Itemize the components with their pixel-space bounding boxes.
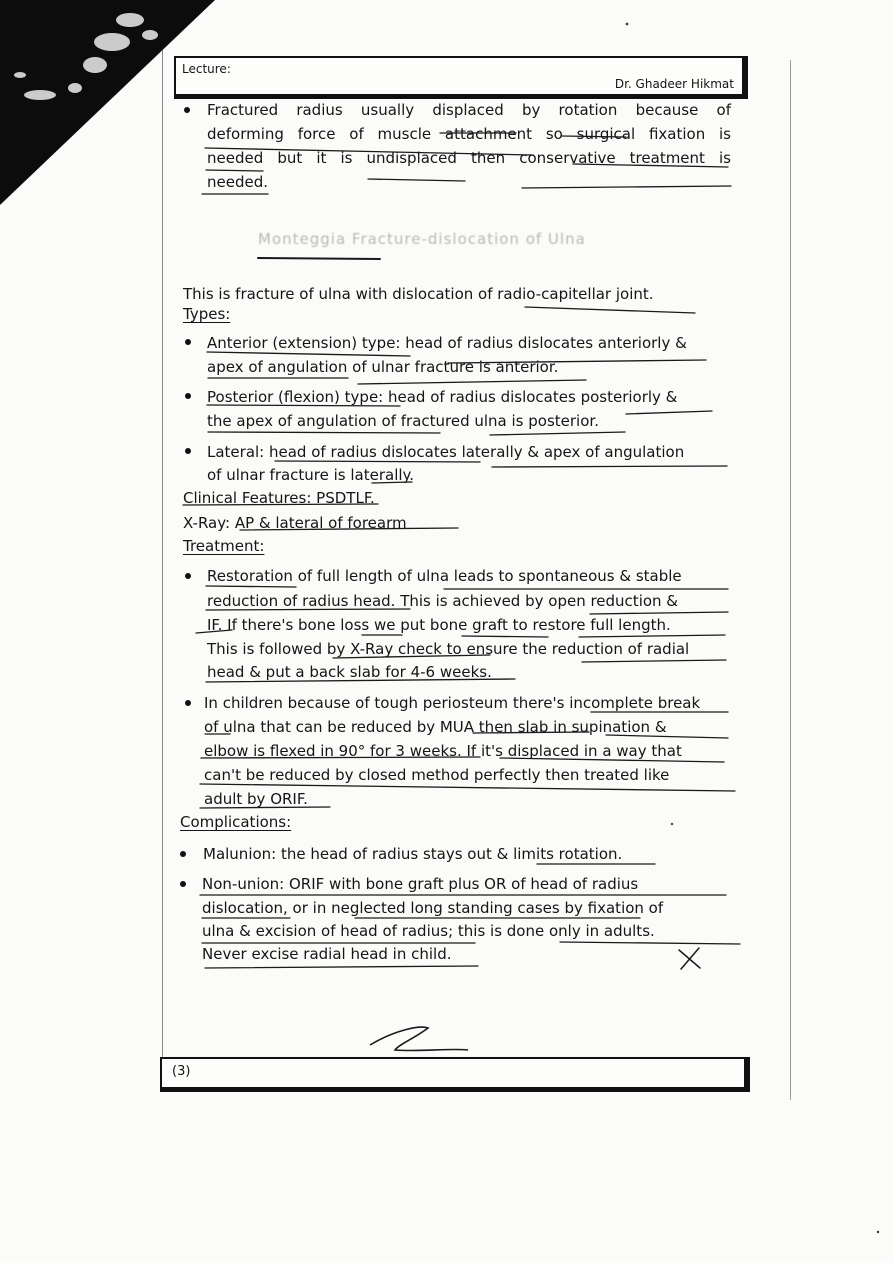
type-line: the apex of angulation of fractured ulna is posterior.	[207, 412, 599, 430]
type-line: Posterior (flexion) type: head of radius dislocates posteriorly &	[207, 388, 678, 406]
complication-line: Never excise radial head in child.	[202, 945, 452, 963]
section-title: Monteggia Fracture-dislocation of Ulna	[258, 230, 586, 248]
treatment-line: of ulna that can be reduced by MUA then slab in supination &	[204, 718, 667, 736]
treatment-line: elbow is flexed in 90° for 3 weeks. If it's displaced in a way that	[204, 742, 682, 760]
complication-line: dislocation, or in neglected long standing cases by fixation of	[202, 899, 664, 917]
clinical-features: Clinical Features: PSDTLF.	[183, 489, 375, 507]
treatment-heading: Treatment:	[183, 537, 265, 555]
intro-line: needed.	[207, 173, 269, 191]
treatment-line: head & put a back slab for 4-6 weeks.	[207, 663, 492, 681]
lecture-label: Lecture:	[182, 62, 231, 76]
author-name: Dr. Ghadeer Hikmat	[614, 77, 734, 91]
type-line: Lateral: head of radius dislocates laterally & apex of angulation	[207, 443, 685, 461]
signature-scribble	[370, 1027, 468, 1050]
type-line: of ulnar fracture is laterally.	[207, 466, 415, 484]
complication-line: Non-union: ORIF with bone graft plus OR of head of radius	[202, 875, 639, 893]
page-footer	[160, 1057, 750, 1092]
intro-line: deforming force of muscle attachment so surgical fixation is	[207, 125, 731, 143]
type-line: apex of angulation of ulnar fracture is anterior.	[207, 358, 559, 376]
treatment-line: Restoration of full length of ulna leads to spontaneous & stable	[207, 567, 682, 585]
intro-line: needed but it is undisplaced then conservative treatment is	[207, 149, 731, 167]
treatment-line: can't be reduced by closed method perfectly then treated like	[204, 766, 670, 784]
complications-heading: Complications:	[180, 813, 292, 831]
treatment-line: reduction of radius head. This is achieved by open reduction &	[207, 592, 679, 610]
intro-line: Fractured radius usually displaced by rotation because of	[207, 101, 731, 119]
type-line: Anterior (extension) type: head of radius dislocates anteriorly &	[207, 334, 687, 352]
page-number: (3)	[172, 1064, 191, 1079]
treatment-line: This is followed by X-Ray check to ensure the reduction of radial	[207, 640, 690, 658]
types-heading: Types:	[183, 305, 231, 323]
complication-line: Malunion: the head of radius stays out & limits rotation.	[203, 845, 623, 863]
definition-text: This is fracture of ulna with dislocation of radio-capitellar joint.	[183, 285, 654, 303]
treatment-line: adult by ORIF.	[204, 790, 308, 808]
treatment-line: IF. If there's bone loss we put bone graft to restore full length.	[207, 616, 671, 634]
treatment-line: In children because of tough periosteum there's incomplete break	[204, 694, 701, 712]
xray-text: X-Ray: AP & lateral of forearm	[183, 514, 407, 532]
complication-line: ulna & excision of head of radius; this is done only in adults.	[202, 922, 655, 940]
